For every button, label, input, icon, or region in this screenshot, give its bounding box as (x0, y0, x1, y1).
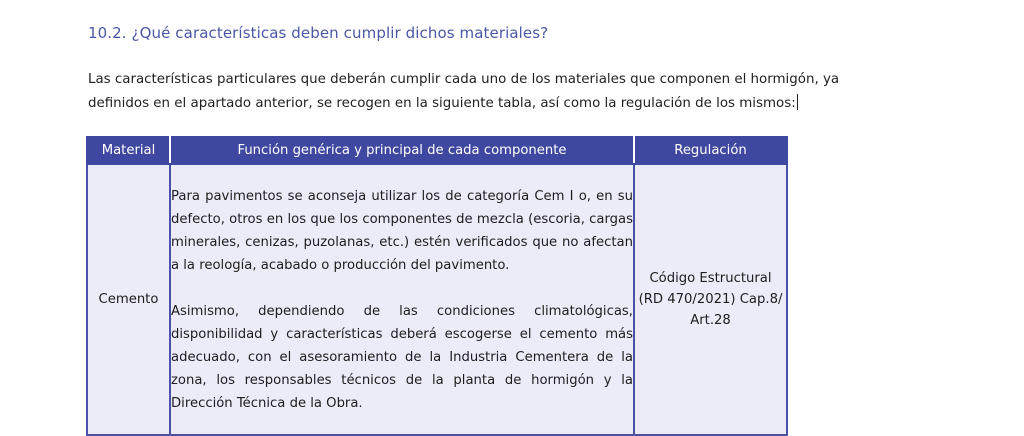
cell-material: Cemento (87, 164, 170, 435)
materials-table (86, 136, 788, 436)
cell-regulacion (634, 164, 787, 435)
table-header-row (87, 137, 787, 164)
table-row (87, 164, 787, 435)
header-regulacion: Regulación (634, 137, 787, 164)
text-cursor (797, 94, 798, 110)
cell-funcion (170, 164, 634, 435)
intro-line-1: Las características particulares que deberán cumplir cada uno de los materiales que componen el hormigón, ya (88, 72, 840, 87)
intro-line-2-text: definidos en el apartado anterior, se recogen en la siguiente tabla, así como la regulación de los mismos: (88, 96, 796, 111)
header-material: Material (87, 137, 170, 164)
intro-paragraph (88, 68, 840, 116)
regulacion-line-2: (RD 470/2021) Cap.8/ (638, 292, 783, 307)
regulacion-line-1: Código Estructural (649, 271, 772, 286)
regulacion-line-3: Art.28 (690, 313, 731, 328)
funcion-paragraph-2: Asimismo, dependiendo de las condiciones climatológicas, disponibilidad y características deberá escogerse el cemento más adecuado, con el asesoramiento de la Industria Cementera de la zona, los responsables técnicos de la planta de hormigón y la Dirección Técnica de la Obra. (171, 303, 633, 411)
funcion-paragraph-1: Para pavimentos se aconseja utilizar los de categoría Cem I o, en su defecto, otros en los que los componentes de mezcla (escoria, cargas minerales, cenizas, puzolanas, etc.) estén verificados que no afectan a la reología, acabado o producción del pavimento. (171, 188, 633, 273)
intro-line-2 (88, 92, 808, 116)
section-heading: 10.2. ¿Qué características deben cumplir dichos materiales? (88, 24, 549, 42)
header-funcion: Función genérica y principal de cada componente (170, 137, 634, 164)
